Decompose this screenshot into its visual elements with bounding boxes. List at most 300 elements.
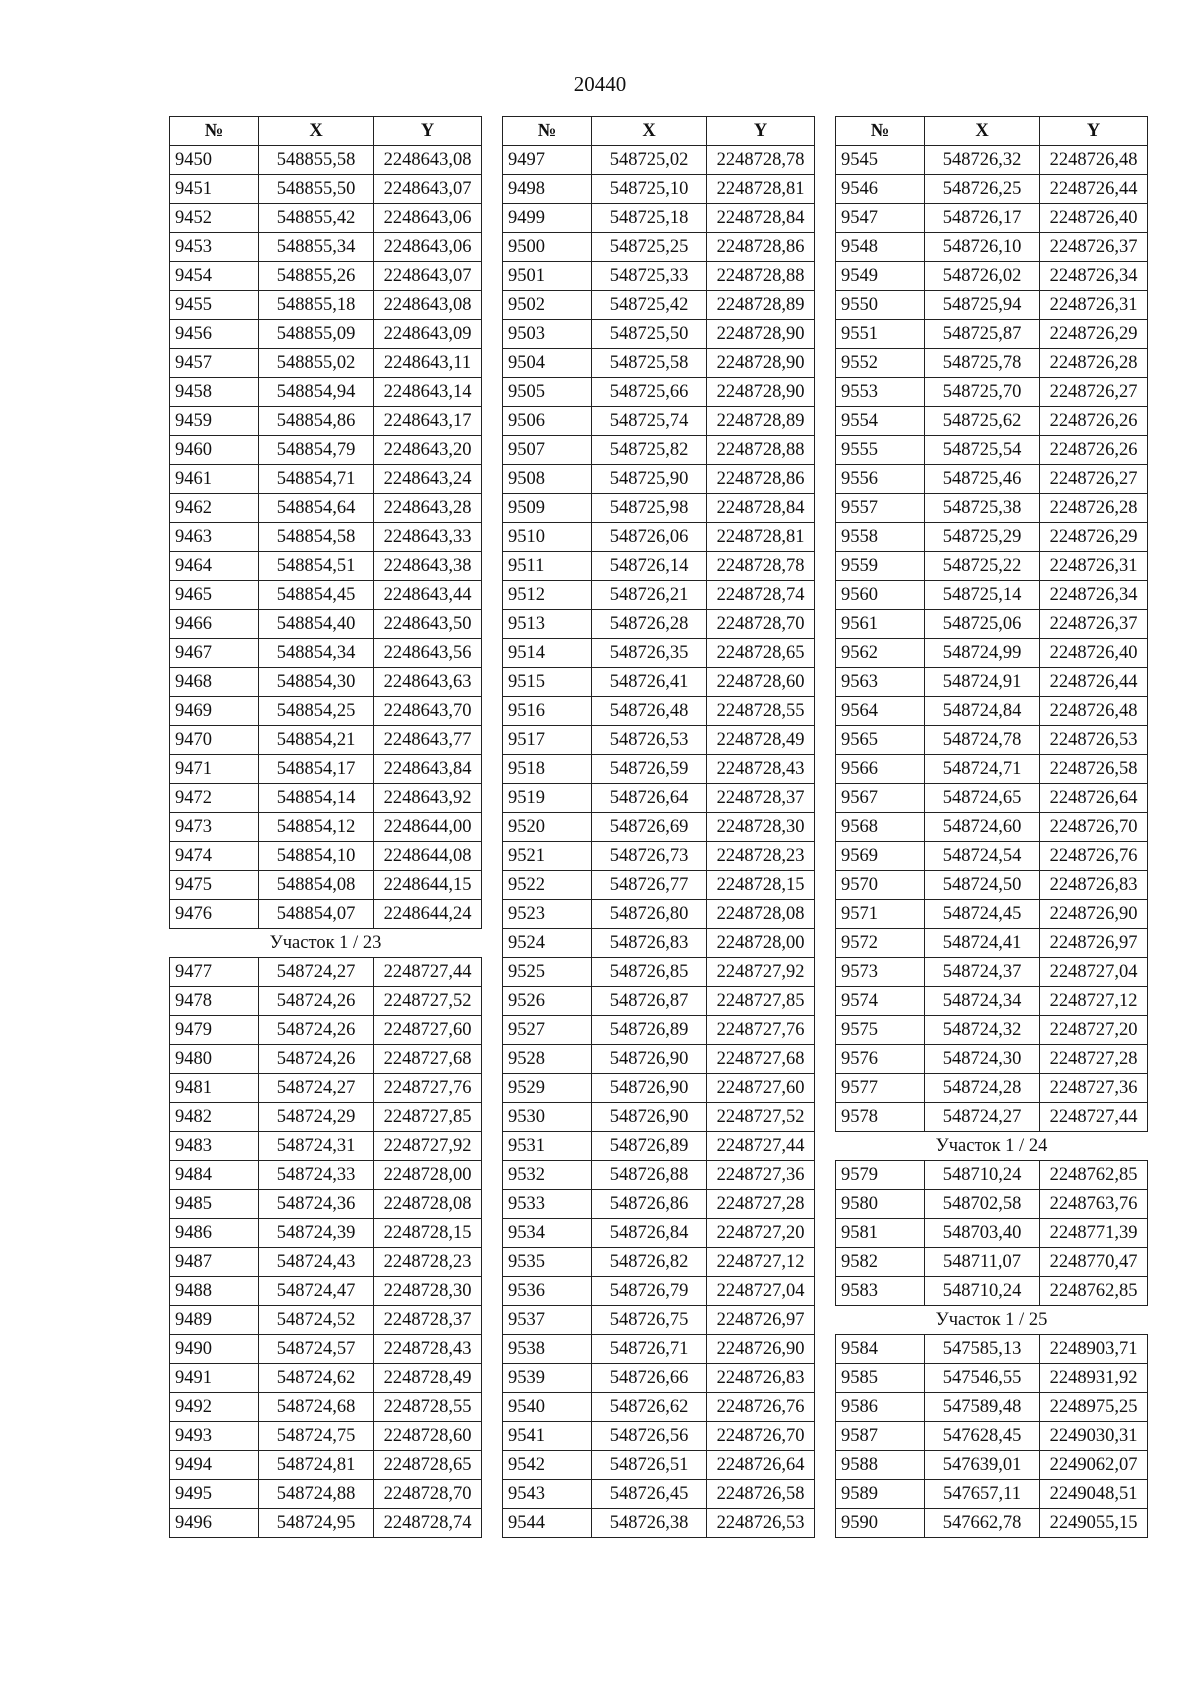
- point-number: 9554: [836, 407, 925, 436]
- y-coordinate: 2248727,76: [374, 1074, 482, 1103]
- table-row: [836, 465, 1148, 494]
- table-row: [170, 1393, 482, 1422]
- table-row: [170, 436, 482, 465]
- point-number: 9566: [836, 755, 925, 784]
- y-coordinate: 2248728,37: [374, 1306, 482, 1335]
- y-coordinate: 2248728,60: [707, 668, 815, 697]
- y-coordinate: 2248728,00: [374, 1161, 482, 1190]
- header-y: Y: [374, 117, 482, 146]
- y-coordinate: 2248726,28: [1040, 494, 1148, 523]
- point-number: 9514: [503, 639, 592, 668]
- point-number: 9510: [503, 523, 592, 552]
- x-coordinate: 548725,46: [925, 465, 1040, 494]
- x-coordinate: 548726,02: [925, 262, 1040, 291]
- table-row: [503, 639, 815, 668]
- x-coordinate: 548726,51: [592, 1451, 707, 1480]
- x-coordinate: 548854,94: [259, 378, 374, 407]
- y-coordinate: 2248643,84: [374, 755, 482, 784]
- x-coordinate: 547589,48: [925, 1393, 1040, 1422]
- y-coordinate: 2248726,97: [1040, 929, 1148, 958]
- point-number: 9458: [170, 378, 259, 407]
- y-coordinate: 2248644,00: [374, 813, 482, 842]
- y-coordinate: 2248643,17: [374, 407, 482, 436]
- y-coordinate: 2248975,25: [1040, 1393, 1148, 1422]
- header-y: Y: [1040, 117, 1148, 146]
- y-coordinate: 2249030,31: [1040, 1422, 1148, 1451]
- x-coordinate: 548725,78: [925, 349, 1040, 378]
- point-number: 9479: [170, 1016, 259, 1045]
- x-coordinate: 548726,79: [592, 1277, 707, 1306]
- x-coordinate: 548724,78: [925, 726, 1040, 755]
- x-coordinate: 547657,11: [925, 1480, 1040, 1509]
- point-number: 9539: [503, 1364, 592, 1393]
- y-coordinate: 2248728,60: [374, 1422, 482, 1451]
- point-number: 9567: [836, 784, 925, 813]
- table-row: [836, 204, 1148, 233]
- point-number: 9512: [503, 581, 592, 610]
- table-row: [170, 1335, 482, 1364]
- header-x: X: [925, 117, 1040, 146]
- header-number: №: [503, 117, 592, 146]
- point-number: 9478: [170, 987, 259, 1016]
- x-coordinate: 548726,45: [592, 1480, 707, 1509]
- point-number: 9492: [170, 1393, 259, 1422]
- y-coordinate: 2248726,34: [1040, 581, 1148, 610]
- point-number: 9515: [503, 668, 592, 697]
- point-number: 9537: [503, 1306, 592, 1335]
- y-coordinate: 2248726,40: [1040, 639, 1148, 668]
- y-coordinate: 2248728,00: [707, 929, 815, 958]
- y-coordinate: 2248728,15: [374, 1219, 482, 1248]
- y-coordinate: 2248726,97: [707, 1306, 815, 1335]
- point-number: 9556: [836, 465, 925, 494]
- x-coordinate: 548724,95: [259, 1509, 374, 1538]
- y-coordinate: 2248728,84: [707, 494, 815, 523]
- x-coordinate: 548724,26: [259, 1045, 374, 1074]
- y-coordinate: 2248728,90: [707, 320, 815, 349]
- table-row: [503, 1074, 815, 1103]
- point-number: 9541: [503, 1422, 592, 1451]
- y-coordinate: 2248726,27: [1040, 465, 1148, 494]
- y-coordinate: 2248644,08: [374, 842, 482, 871]
- x-coordinate: 548726,71: [592, 1335, 707, 1364]
- table-row: [503, 1103, 815, 1132]
- x-coordinate: 548726,86: [592, 1190, 707, 1219]
- x-coordinate: 548854,86: [259, 407, 374, 436]
- table-row: [836, 146, 1148, 175]
- x-coordinate: 548854,30: [259, 668, 374, 697]
- table-row: [170, 813, 482, 842]
- x-coordinate: 548724,45: [925, 900, 1040, 929]
- point-number: 9588: [836, 1451, 925, 1480]
- y-coordinate: 2248643,44: [374, 581, 482, 610]
- point-number: 9477: [170, 958, 259, 987]
- table-row: [836, 1219, 1148, 1248]
- table-row: [836, 262, 1148, 291]
- x-coordinate: 548725,62: [925, 407, 1040, 436]
- point-number: 9565: [836, 726, 925, 755]
- y-coordinate: 2248643,63: [374, 668, 482, 697]
- point-number: 9506: [503, 407, 592, 436]
- x-coordinate: 548725,29: [925, 523, 1040, 552]
- point-number: 9464: [170, 552, 259, 581]
- x-coordinate: 547628,45: [925, 1422, 1040, 1451]
- y-coordinate: 2248726,76: [707, 1393, 815, 1422]
- point-number: 9532: [503, 1161, 592, 1190]
- x-coordinate: 548726,66: [592, 1364, 707, 1393]
- x-coordinate: 548855,09: [259, 320, 374, 349]
- x-coordinate: 548854,21: [259, 726, 374, 755]
- x-coordinate: 548725,90: [592, 465, 707, 494]
- x-coordinate: 548725,38: [925, 494, 1040, 523]
- table-row: [836, 842, 1148, 871]
- table-row: [503, 233, 815, 262]
- y-coordinate: 2248728,55: [707, 697, 815, 726]
- x-coordinate: 548855,34: [259, 233, 374, 262]
- table-row: [836, 958, 1148, 987]
- y-coordinate: 2248643,06: [374, 204, 482, 233]
- x-coordinate: 548724,43: [259, 1248, 374, 1277]
- table-row: [170, 523, 482, 552]
- table-row: [836, 523, 1148, 552]
- x-coordinate: 548724,26: [259, 1016, 374, 1045]
- table-row: [170, 465, 482, 494]
- table-row: [170, 987, 482, 1016]
- x-coordinate: 548703,40: [925, 1219, 1040, 1248]
- x-coordinate: 547585,13: [925, 1335, 1040, 1364]
- y-coordinate: 2248727,85: [707, 987, 815, 1016]
- point-number: 9468: [170, 668, 259, 697]
- section-row: [836, 1132, 1148, 1161]
- x-coordinate: 548725,22: [925, 552, 1040, 581]
- table-row: [836, 436, 1148, 465]
- table-row: [170, 726, 482, 755]
- y-coordinate: 2248727,04: [1040, 958, 1148, 987]
- y-coordinate: 2248726,34: [1040, 262, 1148, 291]
- y-coordinate: 2248726,31: [1040, 291, 1148, 320]
- table-row: [836, 581, 1148, 610]
- y-coordinate: 2248770,47: [1040, 1248, 1148, 1277]
- x-coordinate: 548724,60: [925, 813, 1040, 842]
- x-coordinate: 548726,84: [592, 1219, 707, 1248]
- y-coordinate: 2248726,31: [1040, 552, 1148, 581]
- point-number: 9542: [503, 1451, 592, 1480]
- point-number: 9500: [503, 233, 592, 262]
- x-coordinate: 548724,57: [259, 1335, 374, 1364]
- coordinates-table-1: [169, 116, 482, 1538]
- table-row: [170, 639, 482, 668]
- y-coordinate: 2248762,85: [1040, 1277, 1148, 1306]
- point-number: 9568: [836, 813, 925, 842]
- table-row: [503, 465, 815, 494]
- x-coordinate: 548726,90: [592, 1074, 707, 1103]
- point-number: 9503: [503, 320, 592, 349]
- table-row: [170, 784, 482, 813]
- x-coordinate: 548726,10: [925, 233, 1040, 262]
- y-coordinate: 2248727,36: [1040, 1074, 1148, 1103]
- point-number: 9494: [170, 1451, 259, 1480]
- point-number: 9529: [503, 1074, 592, 1103]
- y-coordinate: 2248728,43: [707, 755, 815, 784]
- y-coordinate: 2248726,48: [1040, 146, 1148, 175]
- table-row: [503, 320, 815, 349]
- y-coordinate: 2248727,28: [1040, 1045, 1148, 1074]
- point-number: 9577: [836, 1074, 925, 1103]
- table-row: [170, 1248, 482, 1277]
- table-row: [836, 1103, 1148, 1132]
- y-coordinate: 2248727,85: [374, 1103, 482, 1132]
- y-coordinate: 2248726,53: [707, 1509, 815, 1538]
- point-number: 9559: [836, 552, 925, 581]
- table-row: [836, 813, 1148, 842]
- y-coordinate: 2248727,92: [707, 958, 815, 987]
- table-row: [170, 1509, 482, 1538]
- y-coordinate: 2248643,77: [374, 726, 482, 755]
- point-number: 9530: [503, 1103, 592, 1132]
- table-row: [503, 1393, 815, 1422]
- table-row: [503, 146, 815, 175]
- table-row: [170, 1074, 482, 1103]
- point-number: 9527: [503, 1016, 592, 1045]
- point-number: 9450: [170, 146, 259, 175]
- x-coordinate: 548710,24: [925, 1161, 1040, 1190]
- x-coordinate: 548726,89: [592, 1016, 707, 1045]
- x-coordinate: 548725,10: [592, 175, 707, 204]
- table-row: [170, 1422, 482, 1451]
- y-coordinate: 2248728,49: [707, 726, 815, 755]
- point-number: 9563: [836, 668, 925, 697]
- x-coordinate: 548726,85: [592, 958, 707, 987]
- point-number: 9459: [170, 407, 259, 436]
- point-number: 9482: [170, 1103, 259, 1132]
- point-number: 9457: [170, 349, 259, 378]
- y-coordinate: 2248728,08: [374, 1190, 482, 1219]
- point-number: 9484: [170, 1161, 259, 1190]
- point-number: 9488: [170, 1277, 259, 1306]
- y-coordinate: 2248727,52: [374, 987, 482, 1016]
- table-row: [503, 581, 815, 610]
- point-number: 9561: [836, 610, 925, 639]
- x-coordinate: 548724,54: [925, 842, 1040, 871]
- y-coordinate: 2248643,07: [374, 262, 482, 291]
- point-number: 9523: [503, 900, 592, 929]
- point-number: 9455: [170, 291, 259, 320]
- point-number: 9504: [503, 349, 592, 378]
- x-coordinate: 548855,02: [259, 349, 374, 378]
- table-row: [836, 987, 1148, 1016]
- section-label: Участок 1 / 23: [170, 929, 482, 958]
- y-coordinate: 2248727,60: [707, 1074, 815, 1103]
- table-row: [170, 494, 482, 523]
- table-row: [170, 262, 482, 291]
- point-number: 9579: [836, 1161, 925, 1190]
- point-number: 9576: [836, 1045, 925, 1074]
- point-number: 9524: [503, 929, 592, 958]
- point-number: 9538: [503, 1335, 592, 1364]
- y-coordinate: 2248728,30: [374, 1277, 482, 1306]
- table-row: [170, 1190, 482, 1219]
- table-row: [170, 1132, 482, 1161]
- table-row: [503, 436, 815, 465]
- table-row: [170, 1219, 482, 1248]
- table-row: [170, 900, 482, 929]
- table-row: [170, 668, 482, 697]
- x-coordinate: 548724,81: [259, 1451, 374, 1480]
- x-coordinate: 548724,33: [259, 1161, 374, 1190]
- table-row: [503, 378, 815, 407]
- x-coordinate: 548726,77: [592, 871, 707, 900]
- x-coordinate: 548724,75: [259, 1422, 374, 1451]
- table-row: [836, 291, 1148, 320]
- point-number: 9585: [836, 1364, 925, 1393]
- table-row: [503, 900, 815, 929]
- x-coordinate: 548854,40: [259, 610, 374, 639]
- y-coordinate: 2248726,26: [1040, 436, 1148, 465]
- point-number: 9553: [836, 378, 925, 407]
- x-coordinate: 548725,82: [592, 436, 707, 465]
- table-row: [170, 233, 482, 262]
- y-coordinate: 2248727,92: [374, 1132, 482, 1161]
- point-number: 9586: [836, 1393, 925, 1422]
- x-coordinate: 548854,64: [259, 494, 374, 523]
- x-coordinate: 548854,07: [259, 900, 374, 929]
- table-row: [836, 1509, 1148, 1538]
- table-row: [170, 1045, 482, 1074]
- point-number: 9521: [503, 842, 592, 871]
- table-row: [836, 175, 1148, 204]
- point-number: 9555: [836, 436, 925, 465]
- point-number: 9467: [170, 639, 259, 668]
- y-coordinate: 2248727,52: [707, 1103, 815, 1132]
- table-header-row: [836, 117, 1148, 146]
- table-row: [503, 1364, 815, 1393]
- x-coordinate: 548726,69: [592, 813, 707, 842]
- table-row: [503, 1161, 815, 1190]
- table-row: [170, 1016, 482, 1045]
- point-number: 9528: [503, 1045, 592, 1074]
- x-coordinate: 548725,18: [592, 204, 707, 233]
- point-number: 9496: [170, 1509, 259, 1538]
- point-number: 9491: [170, 1364, 259, 1393]
- table-row: [836, 1277, 1148, 1306]
- y-coordinate: 2248728,88: [707, 436, 815, 465]
- x-coordinate: 548854,45: [259, 581, 374, 610]
- y-coordinate: 2248643,09: [374, 320, 482, 349]
- x-coordinate: 548725,66: [592, 378, 707, 407]
- table-row: [170, 1103, 482, 1132]
- point-number: 9502: [503, 291, 592, 320]
- x-coordinate: 548726,38: [592, 1509, 707, 1538]
- point-number: 9558: [836, 523, 925, 552]
- point-number: 9498: [503, 175, 592, 204]
- x-coordinate: 548724,52: [259, 1306, 374, 1335]
- x-coordinate: 548726,89: [592, 1132, 707, 1161]
- x-coordinate: 548724,65: [925, 784, 1040, 813]
- table-row: [836, 929, 1148, 958]
- table-row: [170, 204, 482, 233]
- point-number: 9453: [170, 233, 259, 262]
- point-number: 9535: [503, 1248, 592, 1277]
- x-coordinate: 548726,75: [592, 1306, 707, 1335]
- point-number: 9480: [170, 1045, 259, 1074]
- x-coordinate: 548855,50: [259, 175, 374, 204]
- y-coordinate: 2248728,86: [707, 465, 815, 494]
- header-y: Y: [707, 117, 815, 146]
- table-row: [836, 900, 1148, 929]
- table-row: [503, 204, 815, 233]
- x-coordinate: 548724,99: [925, 639, 1040, 668]
- point-number: 9571: [836, 900, 925, 929]
- table-row: [503, 842, 815, 871]
- section-label: Участок 1 / 24: [836, 1132, 1148, 1161]
- point-number: 9463: [170, 523, 259, 552]
- x-coordinate: 548725,87: [925, 320, 1040, 349]
- table-row: [503, 552, 815, 581]
- y-coordinate: 2248643,38: [374, 552, 482, 581]
- x-coordinate: 548726,17: [925, 204, 1040, 233]
- x-coordinate: 548726,28: [592, 610, 707, 639]
- x-coordinate: 548726,06: [592, 523, 707, 552]
- y-coordinate: 2248728,30: [707, 813, 815, 842]
- y-coordinate: 2248726,29: [1040, 523, 1148, 552]
- table-row: [503, 175, 815, 204]
- point-number: 9531: [503, 1132, 592, 1161]
- table-row: [503, 523, 815, 552]
- y-coordinate: 2248643,06: [374, 233, 482, 262]
- point-number: 9499: [503, 204, 592, 233]
- table-row: [503, 1335, 815, 1364]
- x-coordinate: 548854,08: [259, 871, 374, 900]
- y-coordinate: 2248727,04: [707, 1277, 815, 1306]
- table-row: [503, 1132, 815, 1161]
- point-number: 9580: [836, 1190, 925, 1219]
- table-row: [503, 1248, 815, 1277]
- y-coordinate: 2248726,58: [707, 1480, 815, 1509]
- point-number: 9562: [836, 639, 925, 668]
- x-coordinate: 548725,74: [592, 407, 707, 436]
- point-number: 9511: [503, 552, 592, 581]
- table-row: [503, 407, 815, 436]
- coordinates-table-2: [502, 116, 815, 1538]
- point-number: 9549: [836, 262, 925, 291]
- point-number: 9587: [836, 1422, 925, 1451]
- point-number: 9489: [170, 1306, 259, 1335]
- table-header-row: [170, 117, 482, 146]
- point-number: 9456: [170, 320, 259, 349]
- x-coordinate: 548726,62: [592, 1393, 707, 1422]
- x-coordinate: 548724,36: [259, 1190, 374, 1219]
- table-row: [836, 1016, 1148, 1045]
- x-coordinate: 548725,42: [592, 291, 707, 320]
- x-coordinate: 548725,06: [925, 610, 1040, 639]
- table-row: [170, 581, 482, 610]
- point-number: 9487: [170, 1248, 259, 1277]
- y-coordinate: 2248728,37: [707, 784, 815, 813]
- x-coordinate: 548726,41: [592, 668, 707, 697]
- y-coordinate: 2248728,86: [707, 233, 815, 262]
- y-coordinate: 2248727,76: [707, 1016, 815, 1045]
- x-coordinate: 548726,73: [592, 842, 707, 871]
- point-number: 9589: [836, 1480, 925, 1509]
- y-coordinate: 2248726,90: [1040, 900, 1148, 929]
- point-number: 9570: [836, 871, 925, 900]
- point-number: 9474: [170, 842, 259, 871]
- table-row: [503, 784, 815, 813]
- point-number: 9552: [836, 349, 925, 378]
- section-row: [170, 929, 482, 958]
- x-coordinate: 548726,88: [592, 1161, 707, 1190]
- table-row: [503, 291, 815, 320]
